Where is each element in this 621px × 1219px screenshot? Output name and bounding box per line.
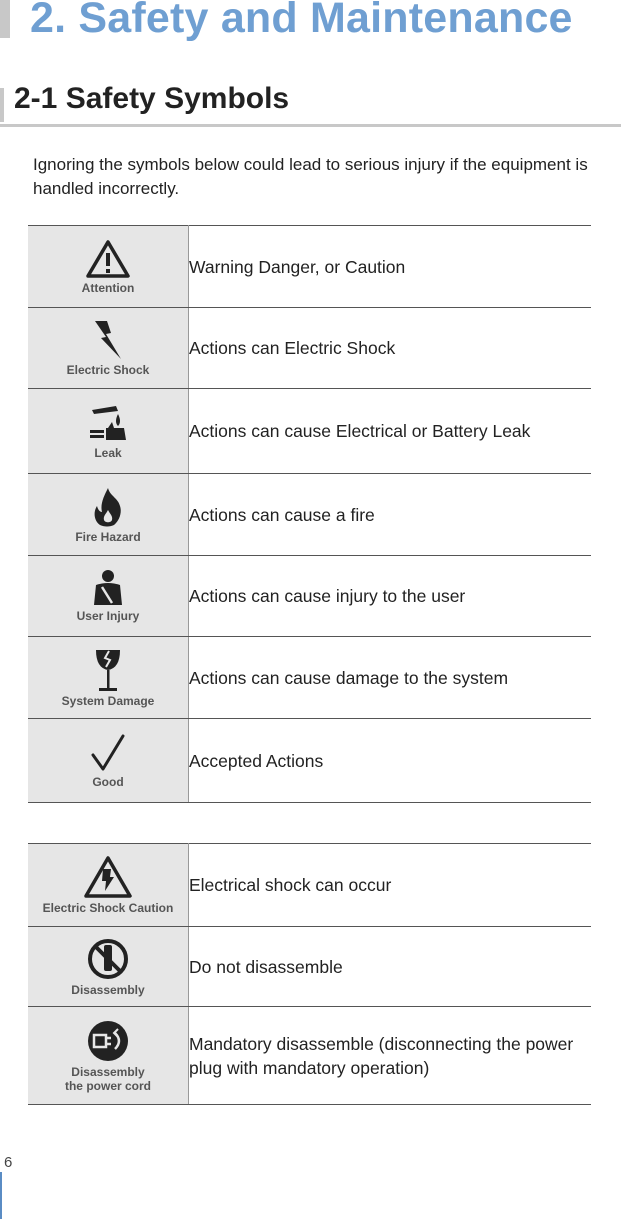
symbol-label: Electric Shock — [66, 363, 150, 377]
symbol-icon-cell — [28, 844, 189, 927]
symbol-description: Actions can cause a fire — [189, 474, 592, 556]
symbol-row-electric-shock-caution — [28, 844, 591, 927]
unplug-icon — [86, 1019, 130, 1063]
symbol-icon-cell — [28, 389, 189, 474]
symbol-icon-cell — [28, 308, 189, 389]
intro-paragraph: Ignoring the symbols below could lead to serious injury if the equipment is handled incorrectly. — [33, 155, 588, 198]
safety-symbols-table-2 — [28, 843, 591, 1105]
chapter-title: 2. Safety and Maintenance — [30, 0, 573, 42]
symbol-row-attention — [28, 226, 591, 308]
symbol-description: Mandatory disassemble (disconnecting the power plug with mandatory operation) — [189, 1007, 592, 1105]
section-accent-bar — [0, 88, 4, 122]
symbol-row-leak — [28, 389, 591, 474]
flame-icon — [90, 486, 126, 528]
section-rule — [0, 124, 621, 127]
symbol-description: Accepted Actions — [189, 719, 592, 803]
symbol-description: Do not disassemble — [189, 927, 592, 1007]
symbol-description: Warning Danger, or Caution — [189, 226, 592, 308]
page-accent-line — [0, 1172, 2, 1219]
symbol-label: Leak — [94, 446, 122, 460]
symbol-row-system-damage — [28, 637, 591, 719]
symbol-icon-cell — [28, 927, 189, 1007]
symbol-label: Disassembly the power cord — [64, 1064, 151, 1093]
symbol-label: Attention — [81, 280, 135, 295]
warning-triangle-icon — [85, 239, 131, 279]
symbol-label: User Injury — [76, 609, 140, 623]
symbol-description: Actions can cause Electrical or Battery Leak — [189, 389, 592, 474]
symbol-label: Good — [92, 774, 124, 789]
symbol-icon-cell — [28, 556, 189, 637]
page-number: 6 — [4, 1154, 13, 1171]
symbol-row-electric-shock — [28, 308, 591, 389]
lightning-bolt-icon — [91, 319, 125, 361]
symbol-row-fire-hazard — [28, 474, 591, 556]
symbol-description: Actions can cause injury to the user — [189, 556, 592, 637]
checkmark-icon — [90, 733, 126, 773]
no-disassembly-icon — [86, 937, 130, 981]
symbol-label: Disassembly — [71, 982, 145, 997]
symbol-description: Actions can cause damage to the system — [189, 637, 592, 719]
broken-glass-icon — [93, 648, 123, 692]
safety-symbols-table — [28, 225, 591, 803]
symbol-row-good — [28, 719, 591, 803]
symbol-label: Electric Shock Caution — [42, 901, 174, 915]
symbol-description: Actions can Electric Shock — [189, 308, 592, 389]
symbol-icon-cell — [28, 474, 189, 556]
leak-icon — [88, 402, 128, 444]
user-injury-icon — [90, 569, 126, 607]
symbol-label: System Damage — [61, 693, 155, 708]
symbol-icon-cell — [28, 719, 189, 803]
symbol-description: Electrical shock can occur — [189, 844, 592, 927]
electric-shock-caution-icon — [83, 855, 133, 899]
symbol-row-user-injury — [28, 556, 591, 637]
section-title: 2-1 Safety Symbols — [14, 82, 290, 115]
symbol-icon-cell — [28, 637, 189, 719]
symbol-row-unplug — [28, 1007, 591, 1105]
symbol-label: Fire Hazard — [75, 529, 141, 544]
chapter-accent-bar — [0, 0, 10, 38]
symbol-row-disassembly — [28, 927, 591, 1007]
symbol-icon-cell — [28, 226, 189, 308]
symbol-icon-cell — [28, 1007, 189, 1105]
